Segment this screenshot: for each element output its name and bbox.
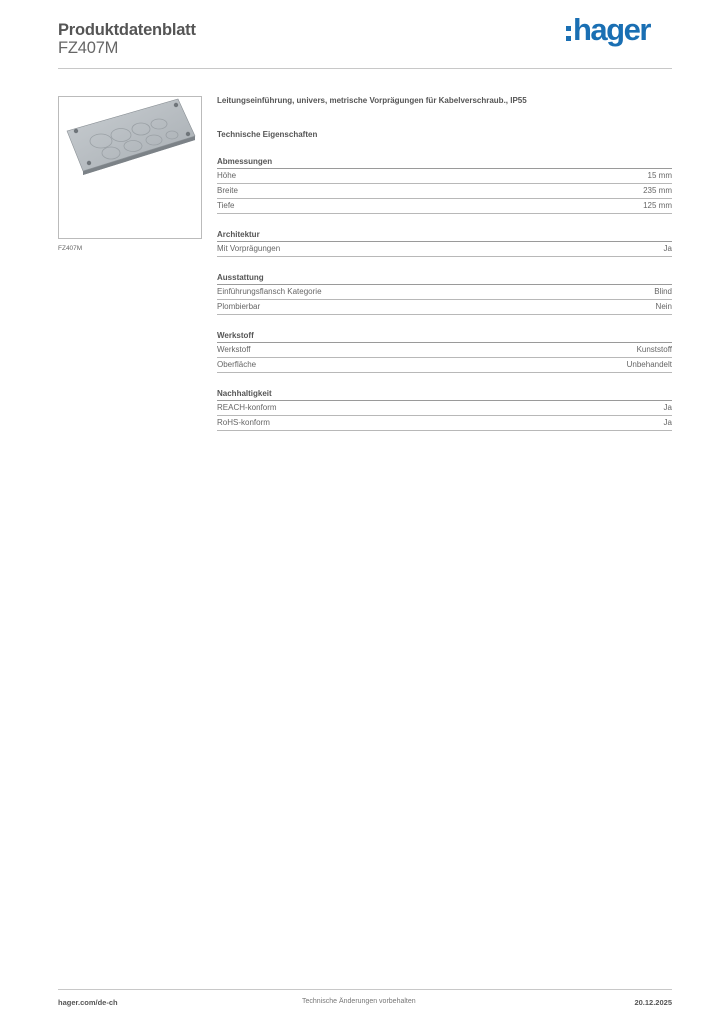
footer-date: 20.12.2025 — [634, 998, 672, 1007]
section-title: Werkstoff — [217, 330, 672, 343]
property-row — [217, 343, 672, 358]
property-row — [217, 169, 672, 184]
property-row — [217, 416, 672, 431]
property-label: Plombierbar — [217, 302, 261, 311]
cable-entry-plate-illustration — [59, 97, 201, 238]
property-label: Oberfläche — [217, 360, 257, 369]
product-details — [217, 95, 672, 431]
property-value: Ja — [663, 403, 672, 412]
property-row — [217, 401, 672, 416]
header-divider — [58, 68, 672, 69]
footer-website: hager.com/de-ch — [58, 998, 118, 1007]
property-label: Mit Vorprägungen — [217, 244, 281, 253]
section-title: Ausstattung — [217, 272, 672, 285]
property-row — [217, 358, 672, 373]
logo-text: hager — [573, 12, 650, 47]
property-section — [217, 388, 672, 431]
property-value: 125 mm — [643, 201, 672, 210]
properties-sections — [217, 156, 672, 431]
property-section — [217, 272, 672, 315]
property-value: Blind — [654, 287, 672, 296]
property-section — [217, 156, 672, 214]
property-value: Nein — [655, 302, 672, 311]
property-value: Kunststoff — [636, 345, 672, 354]
property-row — [217, 285, 672, 300]
property-label: RoHS-konform — [217, 418, 270, 427]
footer-divider — [58, 989, 672, 990]
hager-logo — [566, 14, 650, 45]
property-row — [217, 199, 672, 214]
section-title: Architektur — [217, 229, 672, 242]
product-description: Leitungseinführung, univers, metrische Vorprägungen für Kabelverschraub., IP55 — [217, 96, 527, 105]
property-row — [217, 300, 672, 315]
section-title: Abmessungen — [217, 156, 672, 169]
property-section — [217, 229, 672, 257]
page-title: Produktdatenblatt — [58, 21, 196, 39]
property-value: 235 mm — [643, 186, 672, 195]
property-label: Höhe — [217, 171, 237, 180]
property-label: Einführungsflansch Kategorie — [217, 287, 322, 296]
section-title: Nachhaltigkeit — [217, 388, 672, 401]
logo-dots-icon — [566, 26, 571, 41]
property-value: Ja — [663, 418, 672, 427]
property-value: 15 mm — [647, 171, 672, 180]
property-row — [217, 184, 672, 199]
image-caption: FZ407M — [58, 245, 83, 252]
product-code: FZ407M — [58, 39, 119, 57]
footer-notice: Technische Änderungen vorbehalten — [302, 998, 416, 1005]
property-label: Tiefe — [217, 201, 235, 210]
property-label: REACH-konform — [217, 403, 277, 412]
property-row — [217, 242, 672, 257]
product-image — [58, 96, 202, 239]
property-label: Werkstoff — [217, 345, 251, 354]
technical-properties-heading: Technische Eigenschaften — [217, 130, 318, 139]
property-section — [217, 330, 672, 373]
property-label: Breite — [217, 186, 238, 195]
property-value: Ja — [663, 244, 672, 253]
property-value: Unbehandelt — [626, 360, 672, 369]
